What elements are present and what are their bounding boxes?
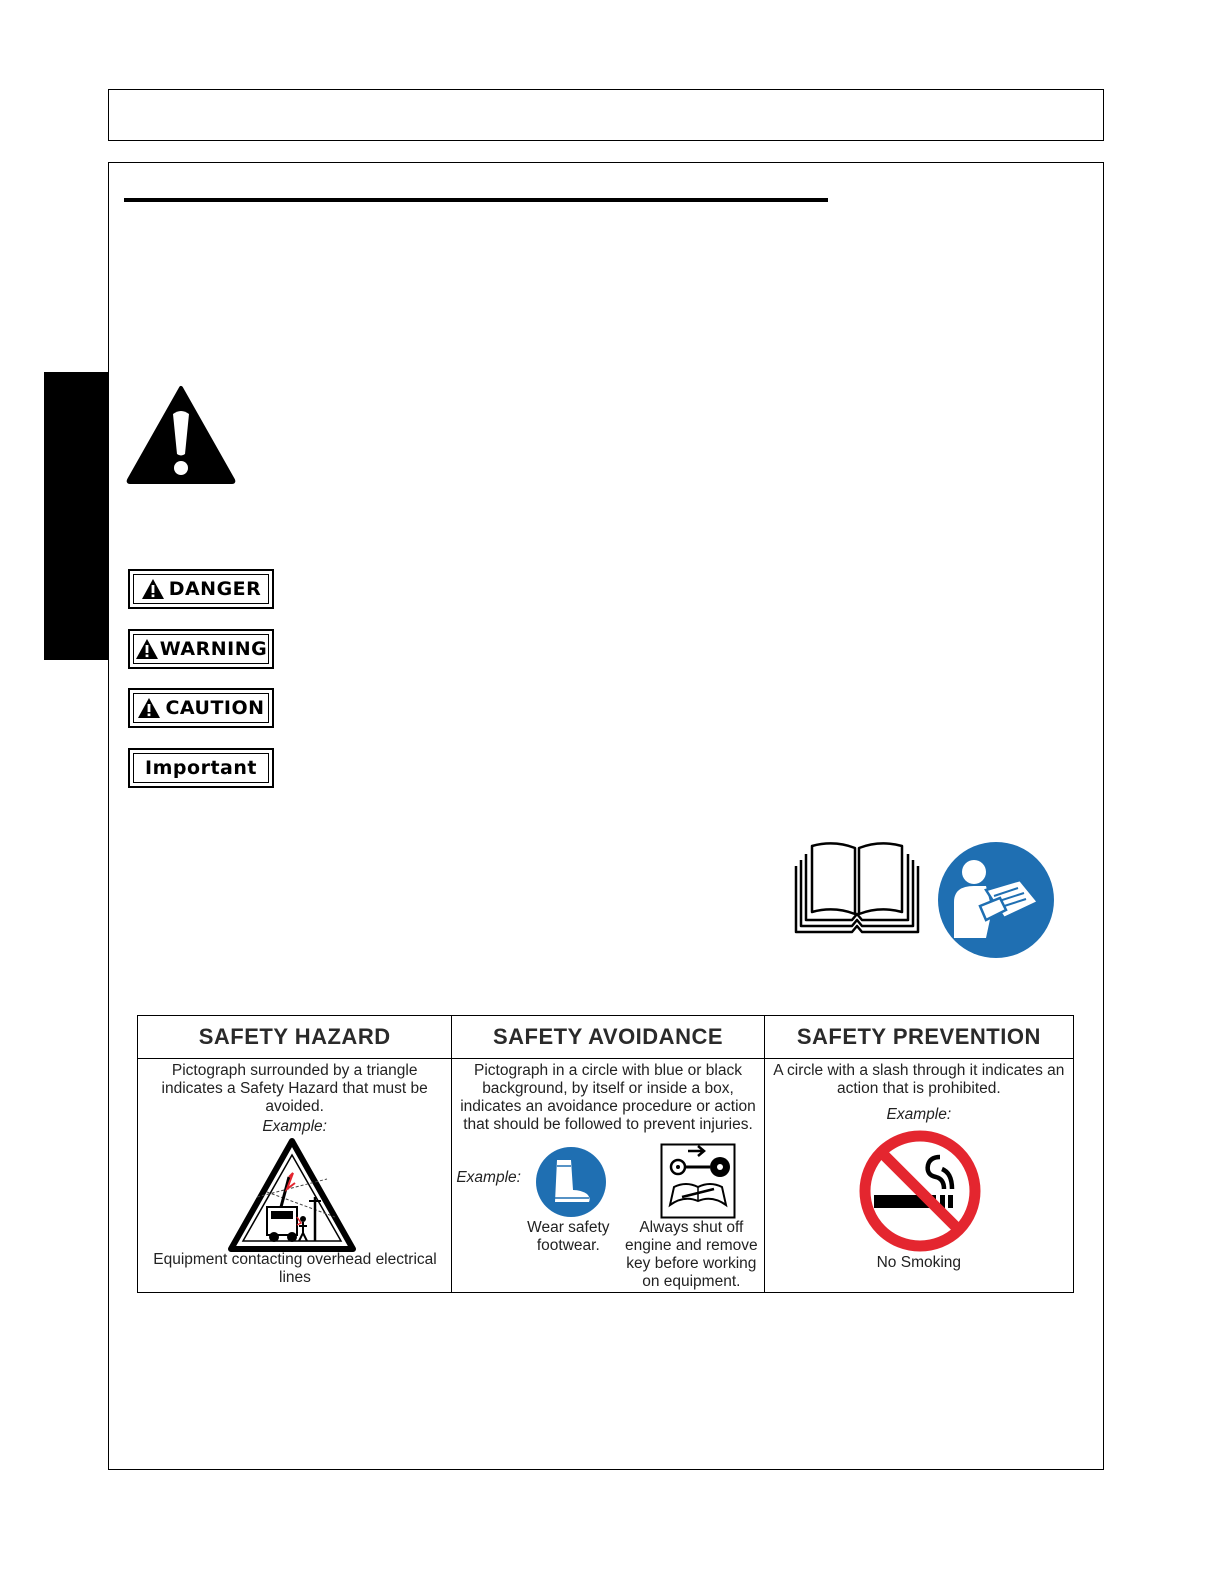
- alert-triangle-icon: [137, 697, 161, 719]
- warning-word: WARNING: [159, 638, 268, 660]
- alert-triangle-icon: [141, 578, 165, 600]
- safety-alert-triangle-icon: [126, 384, 236, 484]
- no-smoking-caption: No Smoking: [876, 1254, 962, 1271]
- safety-avoidance-column: [451, 1016, 763, 1292]
- danger-signal-label: [128, 569, 274, 609]
- safety-prevention-column: [764, 1016, 1073, 1292]
- section-title-rule: [124, 198, 828, 202]
- shut-off-engine-key-icon: [660, 1143, 736, 1219]
- alert-triangle-icon: [135, 638, 159, 660]
- safety-prevention-header: SAFETY PREVENTION: [765, 1016, 1073, 1059]
- safety-prevention-example-label: Example:: [886, 1106, 952, 1123]
- safety-hazard-header: SAFETY HAZARD: [138, 1016, 451, 1059]
- wear-safety-footwear-caption: Wear safety footwear.: [527, 1219, 610, 1254]
- warning-signal-label: [128, 629, 274, 669]
- safety-hazard-example-label: Example:: [262, 1118, 327, 1135]
- shut-off-engine-caption: Always shut off engine and remove key before working on equipment.: [624, 1219, 758, 1290]
- safety-prevention-description: A circle with a slash through it indicates an action that is prohibited.: [773, 1062, 1065, 1097]
- caution-signal-label: [128, 688, 274, 728]
- safety-avoidance-header: SAFETY AVOIDANCE: [452, 1016, 763, 1059]
- read-manual-icon: [936, 840, 1056, 960]
- operator-manual-book-icon: [792, 840, 922, 936]
- no-smoking-icon: [858, 1129, 982, 1253]
- important-word: Important: [145, 757, 257, 779]
- caution-word: CAUTION: [165, 697, 265, 719]
- important-signal-label: [128, 748, 274, 788]
- safety-boot-icon: [535, 1146, 607, 1218]
- danger-word: DANGER: [168, 578, 262, 600]
- safety-avoidance-description: Pictograph in a circle with blue or black background, by itself or inside a box, indicates an avoidance procedure or action that should be followed to prevent injuries.: [460, 1062, 756, 1133]
- safety-hazard-description: Pictograph surrounded by a triangle indicates a Safety Hazard that must be avoided.: [161, 1062, 428, 1115]
- safety-avoidance-example-label: Example:: [456, 1169, 521, 1186]
- safety-hazard-caption: Equipment contacting overhead electrical lines: [153, 1251, 437, 1286]
- page-header-box: [108, 89, 1104, 141]
- electrical-lines-hazard-icon: [227, 1137, 357, 1255]
- safety-hazard-column: [138, 1016, 451, 1292]
- section-side-tab: [44, 372, 108, 660]
- safety-symbol-table: [137, 1015, 1074, 1293]
